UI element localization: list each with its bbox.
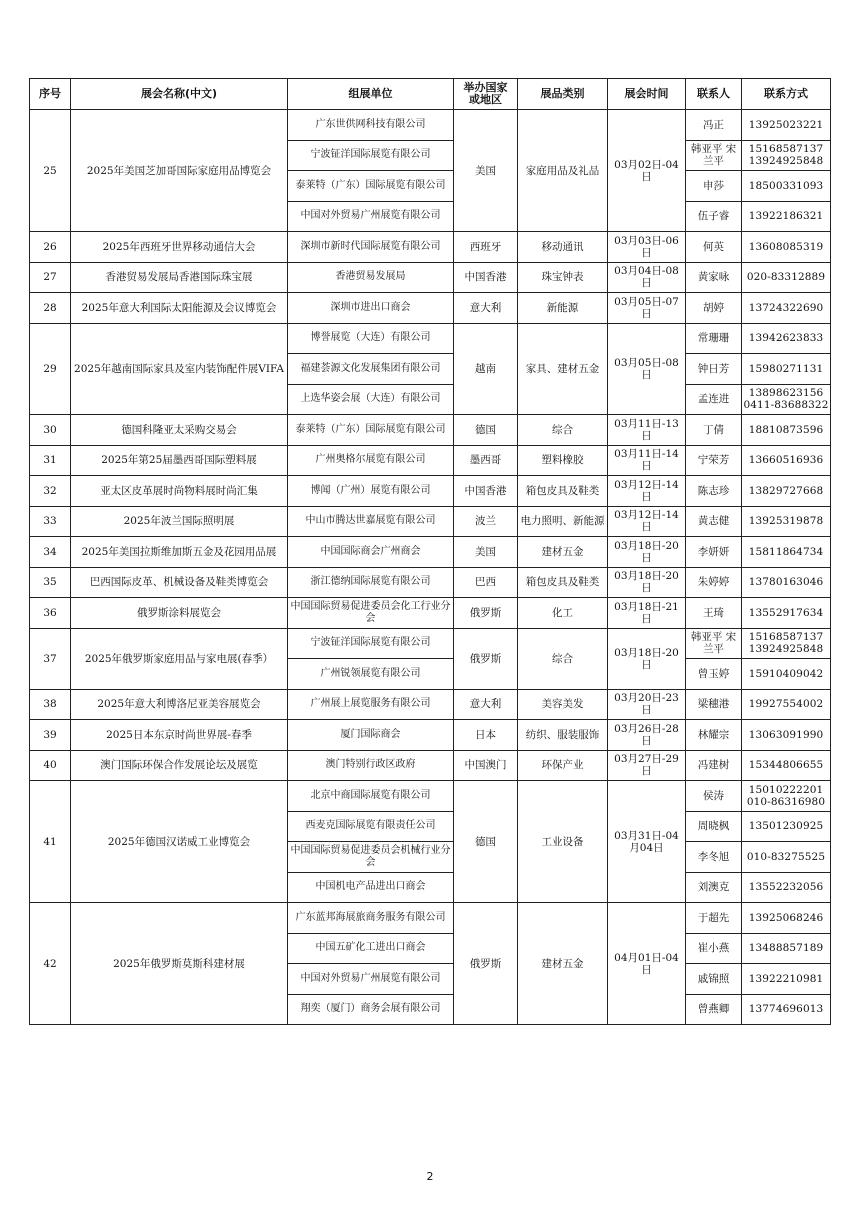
row-index: 36 bbox=[30, 598, 71, 629]
contact-person: 冯正 bbox=[686, 110, 742, 141]
expo-date: 03月12日-14日 bbox=[608, 476, 686, 507]
contact-phone: 13925023221 bbox=[742, 110, 831, 141]
contact-phone: 13780163046 bbox=[742, 567, 831, 598]
header-category: 展品类别 bbox=[518, 79, 608, 110]
table-row bbox=[30, 537, 831, 568]
expo-name: 2025年俄罗斯家庭用品与家电展(春季） bbox=[71, 628, 288, 689]
expo-name: 香港贸易发展局香港国际珠宝展 bbox=[71, 262, 288, 293]
contact-phone: 13922186321 bbox=[742, 201, 831, 232]
organizer: 中国国际贸易促进委员会机械行业分会 bbox=[288, 842, 454, 873]
contact-person: 朱婷婷 bbox=[686, 567, 742, 598]
table-row bbox=[30, 750, 831, 781]
expo-name: 2025年越南国际家具及室内装饰配件展VIFA bbox=[71, 323, 288, 415]
contact-person: 于超先 bbox=[686, 903, 742, 934]
country: 中国香港 bbox=[454, 262, 518, 293]
expo-date: 03月18日-20日 bbox=[608, 537, 686, 568]
country: 西班牙 bbox=[454, 232, 518, 263]
header-phone: 联系方式 bbox=[742, 79, 831, 110]
exhibition-table bbox=[29, 78, 831, 1025]
organizer: 中国机电产品进出口商会 bbox=[288, 872, 454, 903]
organizer: 北京中商国际展览有限公司 bbox=[288, 781, 454, 812]
table-row bbox=[30, 445, 831, 476]
row-index: 26 bbox=[30, 232, 71, 263]
row-index: 30 bbox=[30, 415, 71, 446]
contact-phone: 13552232056 bbox=[742, 872, 831, 903]
table-row bbox=[30, 110, 831, 141]
row-index: 31 bbox=[30, 445, 71, 476]
organizer: 泰莱特（广东）国际展览有限公司 bbox=[288, 171, 454, 202]
expo-date: 03月31日-04月04日 bbox=[608, 781, 686, 903]
table-row bbox=[30, 567, 831, 598]
contact-person: 侯涛 bbox=[686, 781, 742, 812]
contact-person: 刘澳克 bbox=[686, 872, 742, 903]
contact-person: 丁倩 bbox=[686, 415, 742, 446]
expo-date: 03月11日-13日 bbox=[608, 415, 686, 446]
expo-date: 03月26日-28日 bbox=[608, 720, 686, 751]
country: 意大利 bbox=[454, 689, 518, 720]
expo-name: 澳门国际环保合作发展论坛及展览 bbox=[71, 750, 288, 781]
country: 俄罗斯 bbox=[454, 903, 518, 1025]
contact-phone: 13922210981 bbox=[742, 964, 831, 995]
organizer: 博誉展览（大连）有限公司 bbox=[288, 323, 454, 354]
organizer: 广州奥格尔展览有限公司 bbox=[288, 445, 454, 476]
contact-person: 伍子睿 bbox=[686, 201, 742, 232]
contact-person: 冯建树 bbox=[686, 750, 742, 781]
category: 珠宝钟表 bbox=[518, 262, 608, 293]
contact-person: 胡婷 bbox=[686, 293, 742, 324]
contact-person: 何英 bbox=[686, 232, 742, 263]
header-organizer: 组展单位 bbox=[288, 79, 454, 110]
category: 建材五金 bbox=[518, 537, 608, 568]
category: 建材五金 bbox=[518, 903, 608, 1025]
expo-date: 03月03日-06日 bbox=[608, 232, 686, 263]
table-row bbox=[30, 720, 831, 751]
row-index: 32 bbox=[30, 476, 71, 507]
contact-person: 孟连进 bbox=[686, 384, 742, 415]
row-index: 27 bbox=[30, 262, 71, 293]
contact-person: 周晓枫 bbox=[686, 811, 742, 842]
organizer: 中国国际商会广州商会 bbox=[288, 537, 454, 568]
contact-person: 李冬旭 bbox=[686, 842, 742, 873]
contact-person: 戚锦照 bbox=[686, 964, 742, 995]
expo-date: 03月12日-14日 bbox=[608, 506, 686, 537]
contact-person: 曾玉婷 bbox=[686, 659, 742, 690]
expo-name: 2025年西班牙世界移动通信大会 bbox=[71, 232, 288, 263]
row-index: 37 bbox=[30, 628, 71, 689]
expo-date: 03月20日-23日 bbox=[608, 689, 686, 720]
category: 新能源 bbox=[518, 293, 608, 324]
expo-date: 03月05日-07日 bbox=[608, 293, 686, 324]
category: 综合 bbox=[518, 628, 608, 689]
category: 家庭用品及礼品 bbox=[518, 110, 608, 232]
contact-person: 钟日芳 bbox=[686, 354, 742, 385]
organizer: 深圳市新时代国际展览有限公司 bbox=[288, 232, 454, 263]
header-index: 序号 bbox=[30, 79, 71, 110]
row-index: 41 bbox=[30, 781, 71, 903]
contact-phone: 15168587137 13924925848 bbox=[742, 628, 831, 659]
expo-date: 04月01日-04日 bbox=[608, 903, 686, 1025]
row-index: 34 bbox=[30, 537, 71, 568]
expo-date: 03月27日-29日 bbox=[608, 750, 686, 781]
contact-phone: 15910409042 bbox=[742, 659, 831, 690]
country: 日本 bbox=[454, 720, 518, 751]
expo-date: 03月02日-04日 bbox=[608, 110, 686, 232]
header-country: 举办国家 或地区 bbox=[454, 79, 518, 110]
contact-phone: 13942623833 bbox=[742, 323, 831, 354]
contact-phone: 19927554002 bbox=[742, 689, 831, 720]
country: 俄罗斯 bbox=[454, 598, 518, 629]
contact-person: 黄家咏 bbox=[686, 262, 742, 293]
expo-name: 2025年意大利国际太阳能源及会议博览会 bbox=[71, 293, 288, 324]
organizer: 博闻（广州）展览有限公司 bbox=[288, 476, 454, 507]
contact-phone: 13552917634 bbox=[742, 598, 831, 629]
expo-name: 2025年俄罗斯莫斯科建材展 bbox=[71, 903, 288, 1025]
contact-person: 陈志珍 bbox=[686, 476, 742, 507]
category: 箱包皮具及鞋类 bbox=[518, 567, 608, 598]
contact-phone: 020-83312889 bbox=[742, 262, 831, 293]
country: 中国澳门 bbox=[454, 750, 518, 781]
contact-phone: 13660516936 bbox=[742, 445, 831, 476]
table-row bbox=[30, 628, 831, 659]
category: 移动通讯 bbox=[518, 232, 608, 263]
row-index: 29 bbox=[30, 323, 71, 415]
contact-person: 韩亚平 宋兰平 bbox=[686, 628, 742, 659]
row-index: 42 bbox=[30, 903, 71, 1025]
category: 电力照明、新能源 bbox=[518, 506, 608, 537]
row-index: 39 bbox=[30, 720, 71, 751]
header-expo-name: 展会名称(中文) bbox=[71, 79, 288, 110]
category: 家具、建材五金 bbox=[518, 323, 608, 415]
contact-person: 王琦 bbox=[686, 598, 742, 629]
table-header-row bbox=[30, 79, 831, 110]
country: 俄罗斯 bbox=[454, 628, 518, 689]
contact-phone: 15980271131 bbox=[742, 354, 831, 385]
expo-name: 2025年波兰国际照明展 bbox=[71, 506, 288, 537]
table-row bbox=[30, 903, 831, 934]
contact-person: 李妍妍 bbox=[686, 537, 742, 568]
organizer: 香港贸易发展局 bbox=[288, 262, 454, 293]
contact-person: 林耀宗 bbox=[686, 720, 742, 751]
country: 墨西哥 bbox=[454, 445, 518, 476]
organizer: 翔奕（厦门）商务会展有限公司 bbox=[288, 994, 454, 1025]
contact-phone: 15010222201 010-86316980 bbox=[742, 781, 831, 812]
contact-person: 申莎 bbox=[686, 171, 742, 202]
contact-phone: 13063091990 bbox=[742, 720, 831, 751]
row-index: 28 bbox=[30, 293, 71, 324]
organizer: 广东世供网科技有限公司 bbox=[288, 110, 454, 141]
page-number: 2 bbox=[426, 1170, 434, 1183]
country: 意大利 bbox=[454, 293, 518, 324]
expo-date: 03月18日-21日 bbox=[608, 598, 686, 629]
header-date: 展会时间 bbox=[608, 79, 686, 110]
row-index: 38 bbox=[30, 689, 71, 720]
contact-person: 梁穗港 bbox=[686, 689, 742, 720]
contact-person: 黄志健 bbox=[686, 506, 742, 537]
contact-phone: 13608085319 bbox=[742, 232, 831, 263]
expo-name: 俄罗斯涂料展览会 bbox=[71, 598, 288, 629]
organizer: 宁波钲洋国际展览有限公司 bbox=[288, 140, 454, 171]
table-row bbox=[30, 293, 831, 324]
organizer: 中国对外贸易广州展览有限公司 bbox=[288, 964, 454, 995]
country: 巴西 bbox=[454, 567, 518, 598]
table-row bbox=[30, 476, 831, 507]
contact-phone: 18810873596 bbox=[742, 415, 831, 446]
table-body bbox=[30, 110, 831, 1025]
table-row bbox=[30, 415, 831, 446]
organizer: 深圳市进出口商会 bbox=[288, 293, 454, 324]
organizer: 澳门特别行政区政府 bbox=[288, 750, 454, 781]
country: 德国 bbox=[454, 415, 518, 446]
contact-phone: 13774696013 bbox=[742, 994, 831, 1025]
contact-phone: 15344806655 bbox=[742, 750, 831, 781]
country: 德国 bbox=[454, 781, 518, 903]
organizer: 西麦克国际展览有限责任公司 bbox=[288, 811, 454, 842]
row-index: 33 bbox=[30, 506, 71, 537]
expo-date: 03月11日-14日 bbox=[608, 445, 686, 476]
category: 美容美发 bbox=[518, 689, 608, 720]
contact-phone: 15811864734 bbox=[742, 537, 831, 568]
contact-phone: 010-83275525 bbox=[742, 842, 831, 873]
organizer: 福建荟源文化发展集团有限公司 bbox=[288, 354, 454, 385]
expo-name: 2025日本东京时尚世界展-春季 bbox=[71, 720, 288, 751]
contact-phone: 15168587137 13924925848 bbox=[742, 140, 831, 171]
expo-name: 2025年德国汉诺威工业博览会 bbox=[71, 781, 288, 903]
organizer: 泰莱特（广东）国际展览有限公司 bbox=[288, 415, 454, 446]
category: 工业设备 bbox=[518, 781, 608, 903]
table-row bbox=[30, 506, 831, 537]
expo-name: 2025年美国拉斯维加斯五金及花园用品展 bbox=[71, 537, 288, 568]
table-row bbox=[30, 689, 831, 720]
contact-person: 常珊珊 bbox=[686, 323, 742, 354]
country: 美国 bbox=[454, 110, 518, 232]
organizer: 宁波钲洋国际展览有限公司 bbox=[288, 628, 454, 659]
country: 中国香港 bbox=[454, 476, 518, 507]
country: 越南 bbox=[454, 323, 518, 415]
country: 波兰 bbox=[454, 506, 518, 537]
contact-person: 崔小燕 bbox=[686, 933, 742, 964]
contact-phone: 13488857189 bbox=[742, 933, 831, 964]
category: 综合 bbox=[518, 415, 608, 446]
expo-name: 亚太区皮革展时尚物料展时尚汇集 bbox=[71, 476, 288, 507]
table-row bbox=[30, 598, 831, 629]
country: 美国 bbox=[454, 537, 518, 568]
organizer: 广东蓝邦海展旅商务服务有限公司 bbox=[288, 903, 454, 934]
organizer: 中国对外贸易广州展览有限公司 bbox=[288, 201, 454, 232]
organizer: 广州锐领展览有限公司 bbox=[288, 659, 454, 690]
table-row bbox=[30, 781, 831, 812]
contact-phone: 18500331093 bbox=[742, 171, 831, 202]
row-index: 40 bbox=[30, 750, 71, 781]
expo-name: 2025年美国芝加哥国际家庭用品博览会 bbox=[71, 110, 288, 232]
organizer: 上选华姿会展（大连）有限公司 bbox=[288, 384, 454, 415]
category: 纺织、服装服饰 bbox=[518, 720, 608, 751]
contact-phone: 13925068246 bbox=[742, 903, 831, 934]
expo-name: 2025年第25届墨西哥国际塑料展 bbox=[71, 445, 288, 476]
row-index: 25 bbox=[30, 110, 71, 232]
row-index: 35 bbox=[30, 567, 71, 598]
expo-date: 03月04日-08日 bbox=[608, 262, 686, 293]
header-contact: 联系人 bbox=[686, 79, 742, 110]
contact-phone: 13925319878 bbox=[742, 506, 831, 537]
expo-name: 巴西国际皮革、机械设备及鞋类博览会 bbox=[71, 567, 288, 598]
expo-date: 03月18日-20日 bbox=[608, 567, 686, 598]
contact-person: 韩亚平 宋兰平 bbox=[686, 140, 742, 171]
category: 塑料橡胶 bbox=[518, 445, 608, 476]
expo-name: 2025年意大利博洛尼亚美容展览会 bbox=[71, 689, 288, 720]
organizer: 中国国际贸易促进委员会化工行业分会 bbox=[288, 598, 454, 629]
organizer: 中国五矿化工进出口商会 bbox=[288, 933, 454, 964]
table-row bbox=[30, 323, 831, 354]
contact-phone: 13724322690 bbox=[742, 293, 831, 324]
organizer: 广州展上展览服务有限公司 bbox=[288, 689, 454, 720]
category: 环保产业 bbox=[518, 750, 608, 781]
contact-person: 曾燕卿 bbox=[686, 994, 742, 1025]
table-row bbox=[30, 262, 831, 293]
table-row bbox=[30, 232, 831, 263]
contact-phone: 13501230925 bbox=[742, 811, 831, 842]
expo-date: 03月05日-08日 bbox=[608, 323, 686, 415]
organizer: 浙江德纳国际展览有限公司 bbox=[288, 567, 454, 598]
category: 箱包皮具及鞋类 bbox=[518, 476, 608, 507]
contact-phone: 13898623156 0411-83688322 bbox=[742, 384, 831, 415]
category: 化工 bbox=[518, 598, 608, 629]
expo-name: 德国科隆亚太采购交易会 bbox=[71, 415, 288, 446]
contact-phone: 13829727668 bbox=[742, 476, 831, 507]
organizer: 中山市腾达世嘉展览有限公司 bbox=[288, 506, 454, 537]
organizer: 厦门国际商会 bbox=[288, 720, 454, 751]
contact-person: 宁荣芳 bbox=[686, 445, 742, 476]
expo-date: 03月18日-20日 bbox=[608, 628, 686, 689]
